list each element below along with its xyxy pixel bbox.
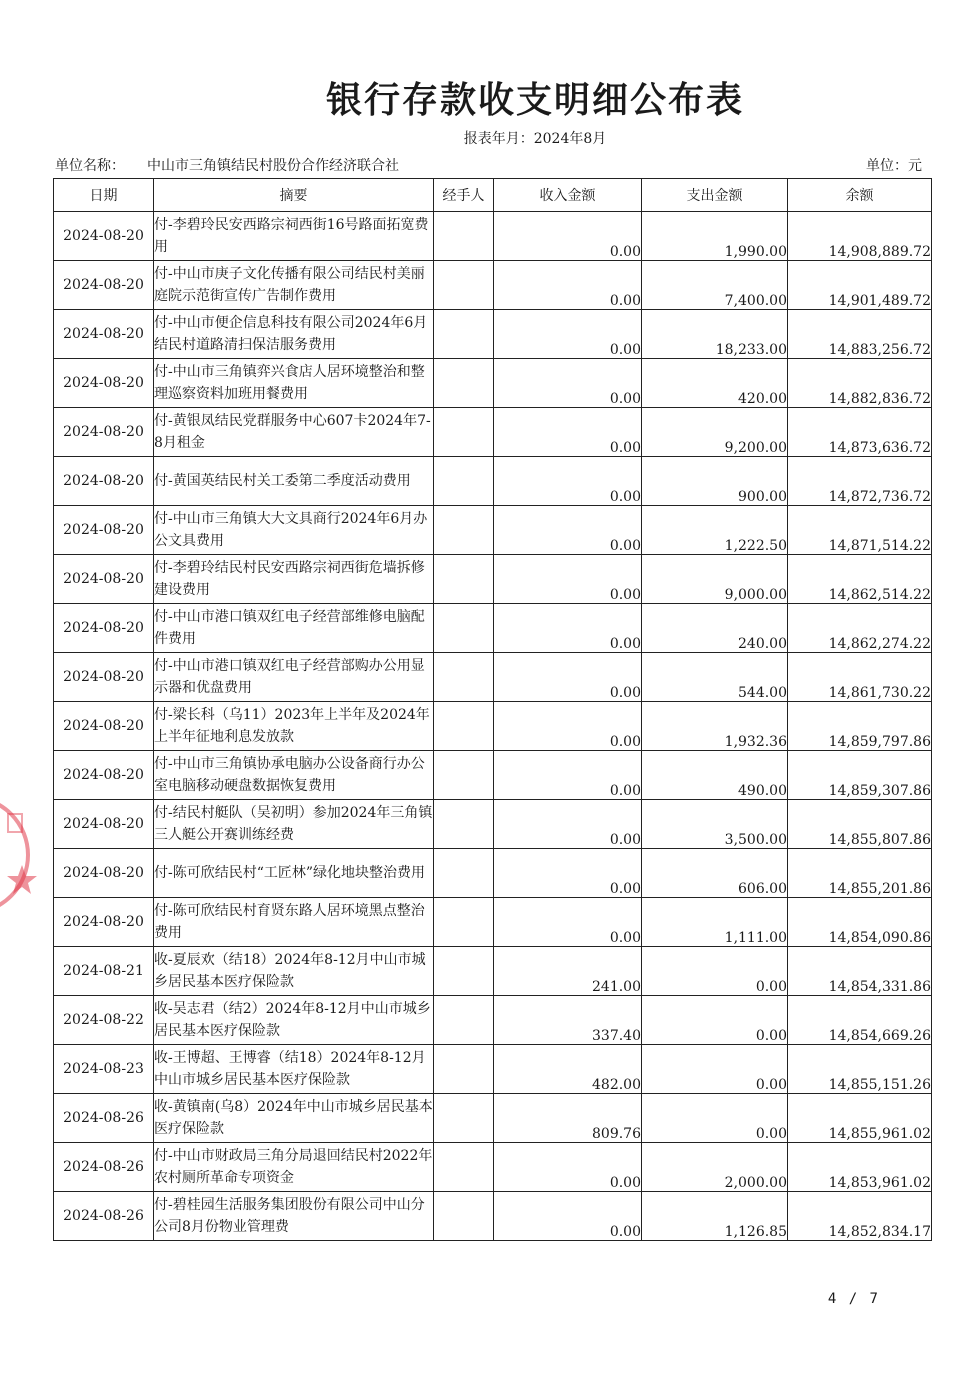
column-header-date: 日期 [54,179,154,212]
row-memo: 付-陈可欣结民村“工匠林”绿化地块整治费用 [154,849,434,898]
row-handler [434,849,494,898]
row-balance: 14,871,514.22 [788,506,932,555]
row-date: 2024-08-20 [54,261,154,310]
table-row [54,1143,932,1192]
row-balance: 14,873,636.72 [788,408,932,457]
row-memo: 付-中山市港口镇双红电子经营部维修电脑配件费用 [154,604,434,653]
table-row [54,261,932,310]
row-memo: 付-中山市三角镇弈兴食店人居环境整治和整理巡察资料加班用餐费用 [154,359,434,408]
row-memo: 付-中山市三角镇大大文具商行2024年6月办公文具费用 [154,506,434,555]
row-date: 2024-08-20 [54,653,154,702]
table-row [54,849,932,898]
row-handler [434,751,494,800]
row-memo: 付-李碧玲民安西路宗祠西街16号路面拓宽费用 [154,212,434,261]
row-handler [434,359,494,408]
table-row [54,653,932,702]
row-handler [434,1045,494,1094]
row-balance: 14,862,274.22 [788,604,932,653]
row-handler [434,996,494,1045]
row-memo: 付-黄银凤结民党群服务中心607卡2024年7-8月租金 [154,408,434,457]
row-expense: 1,126.85 [642,1192,788,1241]
row-expense: 2,000.00 [642,1143,788,1192]
row-memo: 收-黄镇南(乌8）2024年中山市城乡居民基本医疗保险款 [154,1094,434,1143]
row-income: 0.00 [494,212,642,261]
row-expense: 0.00 [642,947,788,996]
row-memo: 付-李碧玲结民村民安西路宗祠西街危墙拆修建设费用 [154,555,434,604]
currency-unit: 单位：元 [866,158,922,174]
report-period: 报表年月：2024年8月 [463,131,607,147]
unit-name-line [55,155,399,175]
column-header-expense: 支出金额 [642,179,788,212]
row-handler [434,408,494,457]
row-income: 241.00 [494,947,642,996]
row-memo: 付-陈可欣结民村育贤东路人居环境黑点整治费用 [154,898,434,947]
row-balance: 14,883,256.72 [788,310,932,359]
row-handler [434,1192,494,1241]
row-memo: 收-夏辰欢（结18）2024年8-12月中山市城乡居民基本医疗保险款 [154,947,434,996]
row-date: 2024-08-20 [54,555,154,604]
row-balance: 14,872,736.72 [788,457,932,506]
row-memo: 付-梁长科（乌11）2023年上半年及2024年上半年征地利息发放款 [154,702,434,751]
row-handler [434,898,494,947]
row-balance: 14,854,669.26 [788,996,932,1045]
row-memo: 付-黄国英结民村关工委第二季度活动费用 [154,457,434,506]
row-expense: 1,990.00 [642,212,788,261]
row-balance: 14,882,836.72 [788,359,932,408]
row-balance: 14,855,151.26 [788,1045,932,1094]
unit-name-value: 中山市三角镇结民村股份合作经济联合社 [147,158,399,174]
row-date: 2024-08-20 [54,359,154,408]
row-expense: 900.00 [642,457,788,506]
row-balance: 14,855,201.86 [788,849,932,898]
row-income: 0.00 [494,457,642,506]
row-balance: 14,859,797.86 [788,702,932,751]
table-row [54,996,932,1045]
table-row [54,506,932,555]
row-expense: 1,111.00 [642,898,788,947]
row-income: 482.00 [494,1045,642,1094]
row-memo: 付-中山市便企信息科技有限公司2024年6月结民村道路清扫保洁服务费用 [154,310,434,359]
table-row [54,751,932,800]
row-expense: 18,233.00 [642,310,788,359]
column-header-handler: 经手人 [434,179,494,212]
row-balance: 14,901,489.72 [788,261,932,310]
row-memo: 付-中山市庚子文化传播有限公司结民村美丽庭院示范街宣传广告制作费用 [154,261,434,310]
row-income: 0.00 [494,604,642,653]
table-row [54,702,932,751]
row-date: 2024-08-21 [54,947,154,996]
row-handler [434,604,494,653]
row-date: 2024-08-26 [54,1143,154,1192]
row-date: 2024-08-20 [54,604,154,653]
row-income: 0.00 [494,1143,642,1192]
row-expense: 0.00 [642,1094,788,1143]
row-handler [434,212,494,261]
row-date: 2024-08-20 [54,800,154,849]
row-income: 0.00 [494,1192,642,1241]
row-income: 0.00 [494,751,642,800]
row-memo: 付-中山市港口镇双红电子经营部购办公用显示器和优盘费用 [154,653,434,702]
row-date: 2024-08-20 [54,751,154,800]
row-income: 0.00 [494,359,642,408]
row-balance: 14,854,331.86 [788,947,932,996]
row-balance: 14,855,961.02 [788,1094,932,1143]
row-balance: 14,859,307.86 [788,751,932,800]
table-row [54,359,932,408]
row-handler [434,457,494,506]
row-memo: 付-中山市财政局三角分局退回结民村2022年农村厕所革命专项资金 [154,1143,434,1192]
row-date: 2024-08-26 [54,1094,154,1143]
row-date: 2024-08-22 [54,996,154,1045]
row-expense: 0.00 [642,1045,788,1094]
table-row [54,1094,932,1143]
row-date: 2024-08-20 [54,506,154,555]
row-expense: 7,400.00 [642,261,788,310]
row-expense: 1,222.50 [642,506,788,555]
table-row [54,1192,932,1241]
row-expense: 0.00 [642,996,788,1045]
table-row [54,310,932,359]
row-handler [434,1094,494,1143]
table-row [54,555,932,604]
table-row [54,947,932,996]
row-income: 0.00 [494,408,642,457]
row-expense: 544.00 [642,653,788,702]
table-row [54,212,932,261]
ledger-table [53,178,932,1241]
row-income: 0.00 [494,261,642,310]
row-expense: 240.00 [642,604,788,653]
column-header-balance: 余额 [788,179,932,212]
row-balance: 14,908,889.72 [788,212,932,261]
row-balance: 14,861,730.22 [788,653,932,702]
table-row [54,604,932,653]
ledger-body [54,212,932,1241]
row-expense: 606.00 [642,849,788,898]
row-handler [434,555,494,604]
row-memo: 收-吴志君（结2）2024年8-12月中山市城乡居民基本医疗保险款 [154,996,434,1045]
row-handler [434,506,494,555]
row-income: 0.00 [494,555,642,604]
table-header-row [54,179,932,212]
row-memo: 付-中山市三角镇协承电脑办公设备商行办公室电脑移动硬盘数据恢复费用 [154,751,434,800]
row-income: 0.00 [494,702,642,751]
row-handler [434,1143,494,1192]
row-income: 0.00 [494,898,642,947]
row-handler [434,261,494,310]
table-row [54,800,932,849]
row-income: 0.00 [494,310,642,359]
row-memo: 付-结民村艇队（吴初明）参加2024年三角镇三人艇公开赛训练经费 [154,800,434,849]
row-income: 0.00 [494,506,642,555]
table-row [54,898,932,947]
row-income: 809.76 [494,1094,642,1143]
row-handler [434,310,494,359]
row-balance: 14,862,514.22 [788,555,932,604]
document-title: 银行存款收支明细公布表 [325,80,744,121]
row-date: 2024-08-20 [54,898,154,947]
row-handler [434,653,494,702]
row-date: 2024-08-26 [54,1192,154,1241]
row-expense: 420.00 [642,359,788,408]
row-handler [434,800,494,849]
row-balance: 14,855,807.86 [788,800,932,849]
row-date: 2024-08-20 [54,310,154,359]
row-income: 0.00 [494,800,642,849]
column-header-income: 收入金额 [494,179,642,212]
table-row [54,1045,932,1094]
row-date: 2024-08-20 [54,457,154,506]
row-income: 337.40 [494,996,642,1045]
row-income: 0.00 [494,849,642,898]
row-memo: 收-王博超、王博睿（结18）2024年8-12月中山市城乡居民基本医疗保险款 [154,1045,434,1094]
row-expense: 1,932.36 [642,702,788,751]
row-balance: 14,853,961.02 [788,1143,932,1192]
row-balance: 14,852,834.17 [788,1192,932,1241]
unit-name-label: 单位名称： [55,158,125,174]
row-date: 2024-08-23 [54,1045,154,1094]
row-expense: 9,200.00 [642,408,788,457]
row-handler [434,947,494,996]
row-date: 2024-08-20 [54,408,154,457]
row-date: 2024-08-20 [54,849,154,898]
row-date: 2024-08-20 [54,702,154,751]
table-row [54,457,932,506]
row-handler [434,702,494,751]
row-memo: 付-碧桂园生活服务集团股份有限公司中山分公司8月份物业管理费 [154,1192,434,1241]
row-expense: 3,500.00 [642,800,788,849]
page-number: 4 / 7 [827,1291,880,1307]
column-header-memo: 摘要 [154,179,434,212]
row-expense: 9,000.00 [642,555,788,604]
seal-stamp-icon [0,800,40,910]
row-date: 2024-08-20 [54,212,154,261]
row-income: 0.00 [494,653,642,702]
row-expense: 490.00 [642,751,788,800]
table-row [54,408,932,457]
row-balance: 14,854,090.86 [788,898,932,947]
